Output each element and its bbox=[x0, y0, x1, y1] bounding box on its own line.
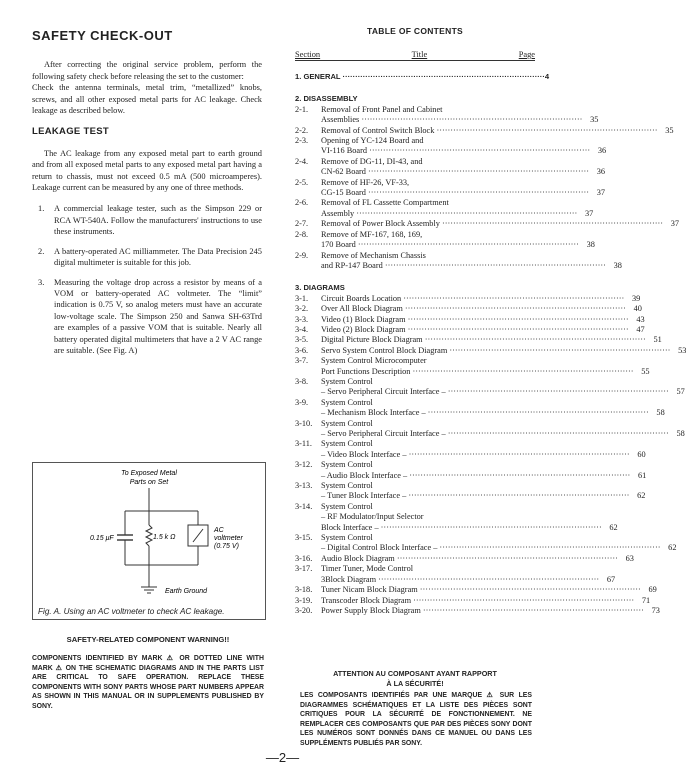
toc-entry[interactable] bbox=[295, 553, 634, 564]
page-number: —2— bbox=[265, 750, 300, 765]
figure-caption: Fig. A. Using an AC voltmeter to check AC leakage. bbox=[38, 607, 225, 616]
toc-entry-page: 58 bbox=[676, 429, 685, 438]
toc-entry-page: 47 bbox=[636, 324, 645, 334]
toc-entry-title: Tuner Nicam Block Diagram ····· bbox=[321, 585, 641, 595]
toc-entry-title-line: System Control bbox=[321, 397, 373, 407]
toc-entry-page: 37 bbox=[670, 219, 680, 229]
toc-entry-page: 37 bbox=[596, 188, 606, 198]
leakage-test-title: LEAKAGE TEST bbox=[32, 126, 109, 138]
toc-entry-title: – Video Block Interface – ····· bbox=[321, 450, 630, 460]
toc-entry-title: – Digital Control Block Interface – ····· bbox=[321, 543, 660, 553]
toc-entry-title: Removal of Power Block Assembly ····· bbox=[321, 219, 663, 229]
toc-entry-title-line: Removal of Front Panel and Cabinet bbox=[321, 104, 443, 114]
toc-entry-title-line: System Control bbox=[321, 481, 373, 491]
toc-entry-number: 3-13. bbox=[295, 481, 313, 491]
toc-entry-number: 2-9. bbox=[295, 250, 309, 260]
toc-entry-title: Assemblies ····· bbox=[321, 115, 582, 125]
toc-entry-title: – Audio Block Interface – ····· bbox=[321, 471, 630, 481]
toc-entry-title: Video (1) Block Diagram ····· bbox=[321, 315, 629, 325]
toc-entry-number: 3-4. bbox=[295, 324, 309, 334]
toc-entry-number: 2-4. bbox=[295, 156, 309, 166]
toc-entry[interactable] bbox=[295, 345, 686, 356]
toc-entry[interactable] bbox=[295, 136, 607, 157]
toc-entry-title: Transcoder Block Diagram ····· bbox=[321, 596, 634, 606]
toc-entry-page: 39 bbox=[632, 293, 641, 303]
toc-entry-page: 40 bbox=[633, 304, 642, 314]
toc-column bbox=[295, 26, 686, 616]
toc-entry-title-line: Remove of Mechanism Chassis bbox=[321, 250, 426, 260]
toc-entry[interactable] bbox=[295, 481, 646, 502]
toc-entry-title-line: System Control bbox=[321, 418, 373, 428]
toc-entry-number: 3-15. bbox=[295, 533, 313, 543]
resistor-symbol bbox=[146, 525, 152, 546]
toc-col-section: Section bbox=[295, 50, 321, 59]
toc-col-title: Title bbox=[411, 50, 428, 59]
toc-entry-title: Removal of Control Switch Block ····· bbox=[321, 126, 658, 136]
toc-entry-title: Audio Block Diagram ····· bbox=[321, 554, 618, 564]
toc-entry-number: 3-19. bbox=[295, 595, 313, 605]
toc-entry-page: 38 bbox=[613, 260, 622, 270]
exposed-metal-label: To Exposed Metal bbox=[121, 470, 177, 477]
toc-entry-title: 170 Board ····· bbox=[321, 240, 579, 250]
toc-entry[interactable] bbox=[295, 198, 594, 219]
toc-entry[interactable] bbox=[295, 304, 642, 314]
toc-entry-title-line: System Control bbox=[321, 460, 373, 470]
toc-entry[interactable] bbox=[295, 293, 641, 304]
parts-on-set-label: Parts on Set bbox=[129, 479, 169, 486]
toc-entry-page: 36 bbox=[597, 146, 607, 156]
toc-entry-title: Circuit Boards Location ····· bbox=[321, 294, 624, 304]
toc-entry[interactable] bbox=[295, 250, 622, 272]
method-item: 1. A commercial leakage tester, such as the Simpson 229 or RCA WT-540A. Follow the manufacturers' instructions to use these instruments. bbox=[38, 204, 262, 237]
toc-entry-page: 36 bbox=[596, 167, 606, 177]
toc-entry[interactable] bbox=[295, 501, 618, 533]
toc-entry-number: 3-12. bbox=[295, 460, 313, 470]
toc-entry-page: 37 bbox=[585, 208, 594, 218]
toc-entry-title: – Mechanism Block Interface – ····· bbox=[321, 408, 649, 418]
toc-entry-title: 3Block Diagram ····· bbox=[321, 575, 599, 585]
toc-entry-title: CN-62 Board ····· bbox=[321, 167, 589, 177]
toc-entry-page: 55 bbox=[641, 366, 650, 376]
toc-entry-number: 3-8. bbox=[295, 376, 309, 386]
intro-check-paragraph: Check the antenna terminals, metal trim, “metallized” knobs, screws, and all other exposed metal parts for AC leakage. Check leakage as described below. bbox=[32, 83, 262, 116]
toc-entry-title-line: Opening of YC-124 Board and bbox=[321, 136, 424, 146]
toc-entry-number: 3-20. bbox=[295, 605, 313, 615]
toc-entry-title: Digital Picture Block Diagram ····· bbox=[321, 335, 646, 345]
toc-entry[interactable] bbox=[295, 356, 650, 377]
toc-entry-title-line: System Control bbox=[321, 439, 373, 449]
toc-entry[interactable] bbox=[295, 439, 646, 460]
toc-list bbox=[295, 72, 686, 616]
method-item: 2. A battery-operated AC milliammeter. The Data Precision 245 digital multimeter is suitable for this job. bbox=[38, 246, 262, 268]
toc-entry-title-line: System Control Microcomputer bbox=[321, 356, 427, 366]
toc-entry-page: 35 bbox=[665, 125, 674, 135]
toc-entry-number: 3-18. bbox=[295, 585, 313, 595]
toc-entry-title: Video (2) Block Diagram ····· bbox=[321, 325, 629, 335]
toc-entry-page: 38 bbox=[586, 240, 595, 250]
toc-entry[interactable] bbox=[295, 460, 647, 481]
attention-text: LES COMPOSANTS IDENTIFIÉS PAR UNE MARQUE ⚠ SUR LES DIAGRAMMES SCHÉMATIQUES ET LA LISTE DES PIÈCES SONT CRITIQUES POUR LA SÉCURITÉ DE FONCTIONNEMENT. NE REMPLACER CES COMPOSANTS QUE PAR DES PIÈCES SONY DONT LES NUMÉROS SONT DONNÉS DANS CE MANUEL OU DANS LES SUPPLÉMENTS PUBLIÉS PAR SONY. bbox=[300, 692, 532, 747]
toc-entry-number: 3-11. bbox=[295, 439, 312, 449]
toc-entry-title: Port Functions Description ····· bbox=[321, 367, 634, 377]
toc-entry[interactable] bbox=[295, 533, 677, 554]
toc-entry-number: 3-14. bbox=[295, 501, 313, 511]
attention-title: ATTENTION AU COMPOSANT AYANT RAPPORT À LA SÉCURITÉ! bbox=[333, 669, 497, 688]
toc-entry[interactable] bbox=[295, 397, 665, 419]
toc-entry[interactable] bbox=[295, 595, 651, 606]
toc-entry[interactable] bbox=[295, 418, 685, 440]
toc-entry-title-line: Timer Tuner, Mode Control bbox=[321, 564, 414, 574]
toc-entry[interactable] bbox=[295, 156, 606, 178]
toc-entry-title-line: Remove of DG-11, DI-43, and bbox=[321, 156, 423, 166]
toc-entry[interactable] bbox=[295, 104, 599, 126]
safety-checkout-title: SAFETY CHECK-OUT bbox=[32, 28, 173, 43]
voltmeter-label-1: AC bbox=[214, 527, 224, 534]
toc-entry-title: Servo System Control Block Diagram ····· bbox=[321, 346, 670, 356]
toc-entry[interactable] bbox=[295, 605, 660, 616]
toc-entry-page: 35 bbox=[590, 115, 599, 125]
toc-entry-title-line: System Control bbox=[321, 533, 373, 543]
toc-entry-page: 67 bbox=[606, 574, 616, 584]
toc-entry-title-line: – RF Modulator/Input Selector bbox=[321, 512, 424, 522]
toc-entry-page: 60 bbox=[637, 449, 646, 459]
toc-section-diagrams: 3. DIAGRAMS bbox=[295, 283, 345, 293]
toc-col-page: Page bbox=[518, 50, 535, 59]
toc-entry-title: – Servo Peripheral Circuit Interface – ····· bbox=[321, 429, 669, 439]
toc-header bbox=[295, 50, 535, 61]
toc-section-disassembly: 2. DISASSEMBLY bbox=[295, 94, 358, 104]
toc-entry-general[interactable]: 1. GENERAL ····· 4 bbox=[295, 72, 535, 82]
toc-entry-number: 3-2. bbox=[295, 304, 309, 314]
toc-entry-page: 53 bbox=[678, 345, 686, 355]
toc-entry-title: Over All Block Diagram ····· bbox=[321, 304, 626, 314]
toc-entry-page: 51 bbox=[653, 335, 662, 345]
safety-warning-title: SAFETY-RELATED COMPONENT WARNING!! bbox=[66, 635, 230, 644]
toc-entry-page: 71 bbox=[641, 595, 651, 605]
toc-entry-number: 2-3. bbox=[295, 136, 309, 146]
toc-entry-title-line: Removal of FL Cassette Compartment bbox=[321, 198, 449, 208]
safety-checkout-column bbox=[32, 30, 262, 364]
toc-entry-number: 2-7. bbox=[295, 219, 309, 229]
toc-entry-page: 63 bbox=[625, 553, 634, 563]
toc-entry-title: Block Interface – ····· bbox=[321, 523, 602, 533]
capacitor-label: 0.15 μF bbox=[90, 535, 114, 542]
figure-a-box bbox=[32, 462, 266, 620]
toc-entry-number: 2-5. bbox=[295, 177, 309, 187]
leakage-circuit-diagram bbox=[33, 463, 265, 619]
toc-entry-title-line: Remove of MF-167, 168, 169, bbox=[321, 229, 423, 239]
disassembly-list bbox=[295, 104, 680, 272]
toc-entry-number: 3-10. bbox=[295, 418, 313, 428]
toc-entry-page: 69 bbox=[648, 585, 657, 595]
leakage-paragraph: The AC leakage from any exposed metal part to earth ground and from all exposed metal parts to any exposed metal part having a return to chassis, must not exceed 0.5 mA (500 microamperes). Leakage current can be measured by any one of three methods. bbox=[32, 148, 262, 193]
toc-entry-number: 3-5. bbox=[295, 335, 309, 345]
voltmeter-label-2: voltmeter bbox=[214, 535, 243, 542]
toc-entry[interactable] bbox=[295, 324, 645, 335]
toc-entry-number: 2-2. bbox=[295, 125, 309, 135]
resistor-label: 1.5 k Ω bbox=[153, 534, 176, 541]
voltmeter-label-3: (0.75 V) bbox=[214, 543, 239, 550]
toc-entry-number: 3-7. bbox=[295, 356, 309, 366]
toc-entry-page: 61 bbox=[637, 470, 647, 480]
toc-entry-page: 73 bbox=[651, 605, 660, 615]
toc-entry-number: 3-16. bbox=[295, 553, 313, 563]
toc-entry-number: 2-6. bbox=[295, 198, 309, 208]
toc-entry-title-line: System Control bbox=[321, 501, 373, 511]
toc-entry-title: – Servo Peripheral Circuit Interface – ····· bbox=[321, 387, 669, 397]
toc-entry-title-line: System Control bbox=[321, 376, 373, 386]
safety-warning-text: COMPONENTS IDENTIFIED BY MARK ⚠ OR DOTTED LINE WITH MARK ⚠ ON THE SCHEMATIC DIAGRAMS AND IN THE PARTS LIST ARE CRITICAL TO SAFE OPERATION. REPLACE THESE COMPONENTS WITH SONY PARTS WHOSE PART NUMBERS APPEAR AS SHOWN IN THIS MANUAL OR IN SUPPLEMENTS PUBLISHED BY SONY. bbox=[32, 655, 264, 710]
method-item: 3. Measuring the voltage drop across a resistor by means of a VOM or battery-operated AC voltmeter. The “limit” indication is 0.75 V, so analog meters must have an accurate low-voltage scale. The Simpson 250 and Sanwa SH-63Trd are examples of a passive VOM that is suitable. Nearly all battery operated digital multimeters that have a 2 V AC range are suitable. (See Fig. A) bbox=[38, 277, 262, 355]
toc-entry-number: 2-1. bbox=[295, 104, 309, 114]
toc-entry-number: 2-8. bbox=[295, 229, 309, 239]
toc-entry[interactable] bbox=[295, 376, 685, 398]
toc-entry[interactable] bbox=[295, 229, 595, 251]
toc-entry-title: – Tuner Block Interface – ····· bbox=[321, 491, 629, 501]
method-list bbox=[32, 203, 262, 356]
toc-entry[interactable] bbox=[295, 335, 662, 345]
toc-entry-number: 3-9. bbox=[295, 397, 309, 407]
toc-entry-page: 57 bbox=[676, 387, 685, 397]
toc-entry-page: 62 bbox=[609, 522, 618, 532]
earth-ground-label: Earth Ground bbox=[165, 588, 208, 595]
toc-entry-title: and RP-147 Board ····· bbox=[321, 261, 606, 271]
toc-entry-page: 62 bbox=[637, 491, 646, 501]
toc-entry-page: 58 bbox=[656, 408, 665, 418]
toc-entry-title: Assembly ····· bbox=[321, 209, 577, 219]
diagrams-list bbox=[295, 293, 686, 617]
toc-entry-title: VI-116 Board ····· bbox=[321, 146, 590, 156]
toc-entry[interactable] bbox=[295, 125, 674, 136]
toc-entry[interactable] bbox=[295, 177, 606, 199]
toc-entry-number: 3-6. bbox=[295, 345, 309, 355]
intro-paragraph: After correcting the original service problem, perform the following safety check before releasing the set to the customer: bbox=[32, 60, 262, 81]
toc-entry[interactable] bbox=[295, 585, 657, 595]
toc-title: TABLE OF CONTENTS bbox=[366, 26, 464, 36]
toc-entry[interactable] bbox=[295, 564, 616, 585]
toc-entry-title: Power Supply Block Diagram ····· bbox=[321, 606, 644, 616]
toc-entry-page: 62 bbox=[668, 543, 677, 553]
toc-entry-number: 3-17. bbox=[295, 564, 313, 574]
toc-entry-page: 43 bbox=[636, 314, 645, 324]
toc-entry[interactable] bbox=[295, 314, 645, 325]
toc-entry-title: CG-15 Board ····· bbox=[321, 188, 589, 198]
toc-entry-number: 3-1. bbox=[295, 293, 309, 303]
toc-entry[interactable] bbox=[295, 219, 680, 229]
toc-entry-title-line: Remove of HF-26, VF-33, bbox=[321, 177, 410, 187]
toc-entry-number: 3-3. bbox=[295, 314, 309, 324]
